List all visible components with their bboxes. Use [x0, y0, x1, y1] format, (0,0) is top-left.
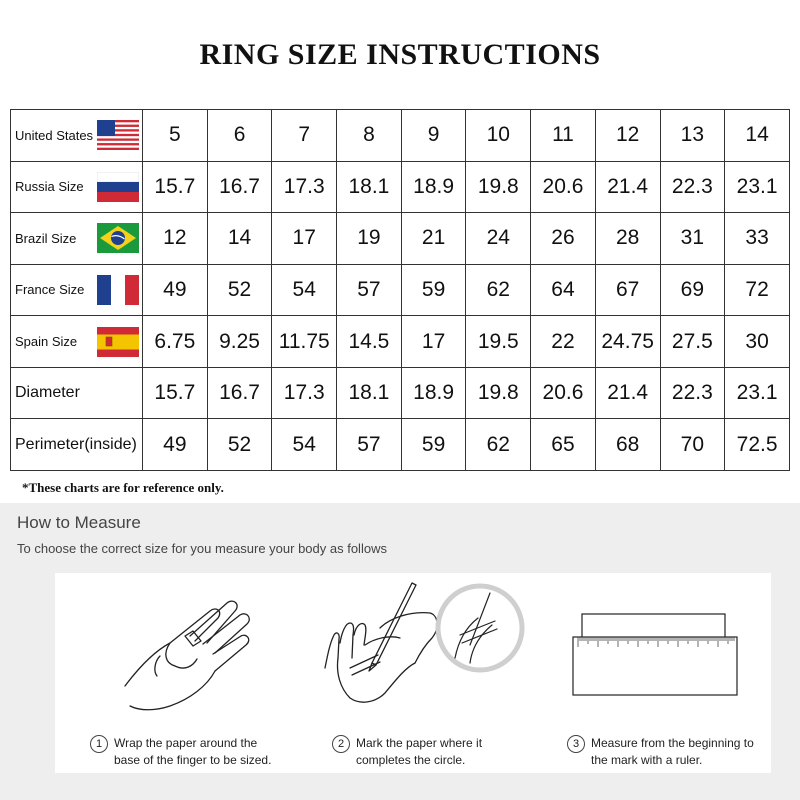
size-cell: 70: [660, 419, 725, 471]
size-cell: 57: [337, 264, 402, 316]
size-cell: 18.9: [401, 367, 466, 419]
size-cell: 17: [272, 213, 337, 265]
size-cell: 6.75: [143, 316, 208, 368]
size-cell: 52: [207, 419, 272, 471]
step-3-text-line2: the mark with a ruler.: [591, 753, 703, 767]
size-cell: 22.3: [660, 367, 725, 419]
size-cell: 16.7: [207, 367, 272, 419]
row-label-cell: [11, 213, 143, 265]
page-title: RING SIZE INSTRUCTIONS: [199, 38, 601, 71]
size-cell: 49: [143, 264, 208, 316]
row-label: France Size: [15, 282, 85, 298]
size-cell: 62: [466, 264, 531, 316]
size-row: [11, 213, 790, 265]
size-cell: 21.4: [595, 367, 660, 419]
size-cell: 68: [595, 419, 660, 471]
how-to-measure-section: [0, 503, 800, 800]
size-cell: 15.7: [143, 161, 208, 213]
brazil-flag-icon: [97, 223, 139, 253]
size-cell: 17: [401, 316, 466, 368]
size-cell: 22.3: [660, 161, 725, 213]
size-cell: 21.4: [595, 161, 660, 213]
size-row: [11, 264, 790, 316]
size-cell: 18.9: [401, 161, 466, 213]
row-label-cell: [11, 419, 143, 471]
ring-size-table: [10, 109, 790, 471]
step-1-number: 1: [90, 735, 108, 753]
size-cell: 12: [143, 213, 208, 265]
size-cell: 23.1: [725, 161, 790, 213]
size-cell: 33: [725, 213, 790, 265]
size-row: [11, 161, 790, 213]
russia-flag-icon: [97, 172, 139, 202]
size-cell: 19: [337, 213, 402, 265]
size-cell: 11: [531, 110, 596, 162]
size-cell: 27.5: [660, 316, 725, 368]
instructions-panel: [55, 573, 771, 773]
step-1-text-line1: Wrap the paper around the: [114, 736, 258, 750]
step-2: [332, 735, 482, 769]
size-cell: 15.7: [143, 367, 208, 419]
row-label-cell: [11, 161, 143, 213]
size-row: [11, 110, 790, 162]
size-cell: 19.5: [466, 316, 531, 368]
step-2-text-line1: Mark the paper where it: [356, 736, 483, 750]
size-cell: 20.6: [531, 161, 596, 213]
hand-wrap-illustration: [115, 581, 265, 721]
size-cell: 23.1: [725, 367, 790, 419]
size-cell: 10: [466, 110, 531, 162]
size-cell: 54: [272, 264, 337, 316]
row-label-cell: [11, 367, 143, 419]
size-cell: 22: [531, 316, 596, 368]
how-to-measure-subtitle: To choose the correct size for you measure your body as follows: [17, 541, 387, 556]
size-cell: 24: [466, 213, 531, 265]
size-cell: 21: [401, 213, 466, 265]
size-cell: 14: [207, 213, 272, 265]
size-cell: 59: [401, 419, 466, 471]
size-cell: 18.1: [337, 161, 402, 213]
size-cell: 8: [337, 110, 402, 162]
row-label: Perimeter(inside): [15, 435, 137, 453]
step-1-text-line2: base of the finger to be sized.: [114, 753, 272, 767]
size-cell: 54: [272, 419, 337, 471]
reference-note: *These charts are for reference only.: [22, 480, 224, 495]
us-flag-icon: [97, 120, 139, 150]
size-cell: 19.8: [466, 161, 531, 213]
how-to-measure-title: How to Measure: [17, 513, 141, 532]
spain-flag-icon: [97, 327, 139, 357]
size-cell: 26: [531, 213, 596, 265]
hand-mark-illustration: [320, 573, 530, 723]
size-cell: 49: [143, 419, 208, 471]
size-cell: 7: [272, 110, 337, 162]
size-cell: 69: [660, 264, 725, 316]
row-label-cell: [11, 264, 143, 316]
size-cell: 19.8: [466, 367, 531, 419]
step-2-text-line2: completes the circle.: [356, 753, 466, 767]
step-1: [90, 735, 271, 769]
step-3-text-line1: Measure from the beginning to: [591, 736, 754, 750]
row-label-cell: [11, 316, 143, 368]
size-row: [11, 316, 790, 368]
size-cell: 52: [207, 264, 272, 316]
size-cell: 14.5: [337, 316, 402, 368]
size-cell: 11.75: [272, 316, 337, 368]
size-row: [11, 419, 790, 471]
row-label: Diameter: [15, 384, 80, 402]
size-cell: 17.3: [272, 161, 337, 213]
row-label: Spain Size: [15, 334, 78, 350]
france-flag-icon: [97, 275, 139, 305]
row-label: United States: [15, 127, 94, 143]
step-3-number: 3: [567, 735, 585, 753]
size-cell: 14: [725, 110, 790, 162]
size-cell: 9: [401, 110, 466, 162]
row-label: Russia Size: [15, 179, 84, 195]
size-cell: 5: [143, 110, 208, 162]
row-label-cell: [11, 110, 143, 162]
size-cell: 6: [207, 110, 272, 162]
size-cell: 20.6: [531, 367, 596, 419]
size-cell: 72.5: [725, 419, 790, 471]
size-cell: 30: [725, 316, 790, 368]
row-label: Brazil Size: [15, 230, 77, 246]
size-cell: 18.1: [337, 367, 402, 419]
size-cell: 31: [660, 213, 725, 265]
step-3: [567, 735, 754, 769]
size-row: [11, 367, 790, 419]
size-cell: 28: [595, 213, 660, 265]
size-cell: 16.7: [207, 161, 272, 213]
size-cell: 64: [531, 264, 596, 316]
size-cell: 65: [531, 419, 596, 471]
size-cell: 24.75: [595, 316, 660, 368]
size-cell: 62: [466, 419, 531, 471]
size-cell: 17.3: [272, 367, 337, 419]
step-2-number: 2: [332, 735, 350, 753]
size-cell: 9.25: [207, 316, 272, 368]
ruler-illustration: [570, 613, 740, 698]
size-cell: 13: [660, 110, 725, 162]
size-cell: 67: [595, 264, 660, 316]
size-cell: 59: [401, 264, 466, 316]
size-cell: 72: [725, 264, 790, 316]
size-cell: 12: [595, 110, 660, 162]
size-cell: 57: [337, 419, 402, 471]
